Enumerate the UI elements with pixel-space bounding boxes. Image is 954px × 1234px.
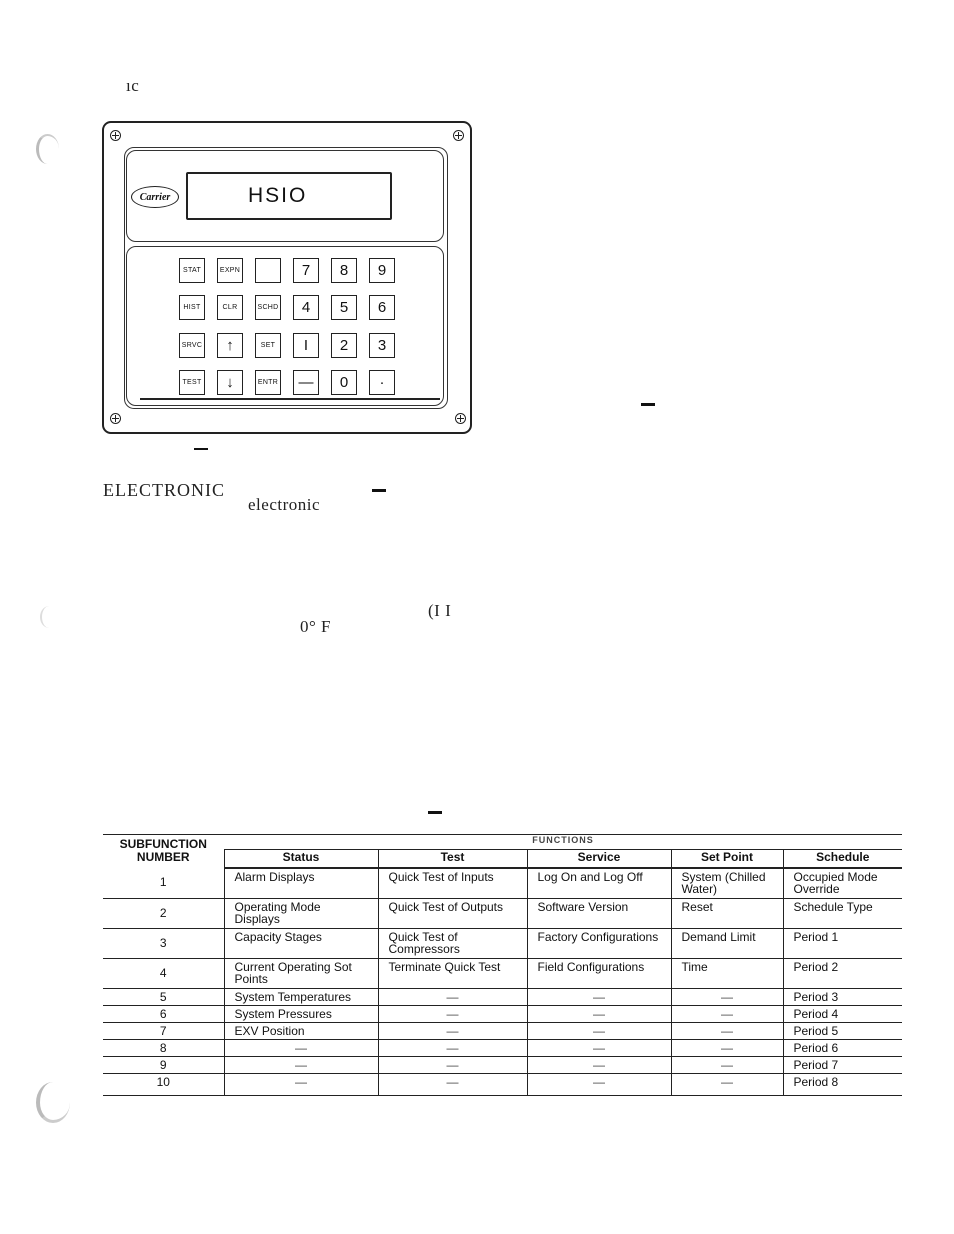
schedule-value: Period 4	[793, 1006, 839, 1021]
key-2-button[interactable]: 2	[331, 333, 357, 358]
key-srvc-button[interactable]: SRVC	[179, 333, 205, 358]
scan-blemish	[40, 606, 58, 628]
subfunction-number-cell	[103, 868, 224, 898]
service-cell	[527, 868, 671, 898]
paren-fragment: (I I	[428, 601, 452, 620]
table-row	[103, 1005, 902, 1022]
key-schd-button[interactable]: SCHD	[255, 295, 281, 320]
subfunction-number-cell	[103, 1039, 224, 1056]
test-value: —	[446, 1057, 459, 1072]
subfunction-number-header: SUBFUNCTION NUMBER	[119, 837, 207, 864]
setpoint-cell	[671, 1005, 783, 1022]
top-text-fragment: ıc	[126, 76, 140, 95]
service-cell	[527, 1039, 671, 1056]
test-value: —	[446, 1023, 459, 1038]
column-header-service: Service	[527, 850, 671, 869]
service-value: Log On and Log Off	[537, 870, 643, 884]
subfunction-number-cell	[103, 958, 224, 988]
functions-header: FUNCTIONS	[532, 835, 594, 845]
service-cell	[527, 958, 671, 988]
schedule-cell	[783, 1073, 902, 1095]
service-cell	[527, 1056, 671, 1073]
service-value: —	[593, 1023, 605, 1038]
subfunction-number: 4	[159, 965, 167, 980]
setpoint-cell	[671, 928, 783, 958]
service-value: —	[593, 1074, 605, 1089]
status-value: Current Operating Sot Points	[234, 959, 352, 986]
subfunction-number-cell	[103, 988, 224, 1005]
schedule-value: Occupied Mode Override	[793, 870, 878, 896]
test-cell	[378, 1039, 527, 1056]
service-cell	[527, 988, 671, 1005]
status-value: EXV Position	[234, 1023, 305, 1038]
setpoint-cell	[671, 1073, 783, 1095]
status-cell	[224, 928, 378, 958]
key-stat-button[interactable]: STAT	[179, 258, 205, 283]
subfunction-number: 3	[159, 935, 167, 950]
key-entr-button[interactable]: ENTR	[255, 370, 281, 395]
column-header-set-point: Set Point	[671, 850, 783, 869]
test-cell	[378, 928, 527, 958]
service-cell	[527, 1022, 671, 1039]
service-value: —	[593, 1040, 605, 1055]
subfunction-number-cell	[103, 1056, 224, 1073]
service-value: —	[593, 989, 605, 1004]
key-test-button[interactable]: TEST	[179, 370, 205, 395]
setpoint-value: —	[721, 989, 733, 1004]
scan-blemish	[36, 134, 59, 164]
schedule-cell	[783, 928, 902, 958]
status-cell	[224, 988, 378, 1005]
setpoint-value: —	[721, 1006, 733, 1021]
schedule-cell	[783, 1056, 902, 1073]
schedule-value: Period 2	[793, 959, 839, 974]
schedule-value: Period 6	[793, 1040, 839, 1055]
key-3-button[interactable]: 3	[369, 333, 395, 358]
schedule-cell	[783, 868, 902, 898]
status-value: —	[295, 1057, 307, 1072]
degree-fragment: 0° F	[300, 617, 332, 636]
dash-mark	[372, 489, 386, 492]
schedule-value: Period 3	[793, 989, 839, 1004]
schedule-cell	[783, 898, 902, 928]
service-cell	[527, 928, 671, 958]
panel-bottom-rule	[140, 398, 440, 400]
key-9-button[interactable]: 9	[369, 258, 395, 283]
column-header-schedule: Schedule	[783, 850, 902, 869]
table-row	[103, 898, 902, 928]
setpoint-cell	[671, 1022, 783, 1039]
subfunction-number-cell	[103, 1073, 224, 1095]
status-value: Alarm Displays	[234, 870, 315, 884]
status-cell	[224, 1039, 378, 1056]
key-down-arrow-button[interactable]: ↓	[217, 370, 243, 395]
subfunction-number-cell	[103, 1005, 224, 1022]
service-value: —	[593, 1006, 605, 1021]
service-value: Factory Configurations	[537, 929, 659, 944]
setpoint-value: Time	[681, 959, 708, 974]
setpoint-value: Reset	[681, 899, 713, 914]
electronic-heading-fragment: ELECTRONIC	[103, 480, 225, 500]
test-cell	[378, 1056, 527, 1073]
key-up-arrow-button[interactable]: ↑	[217, 333, 243, 358]
service-cell	[527, 898, 671, 928]
setpoint-cell	[671, 1056, 783, 1073]
key-5-button[interactable]: 5	[331, 295, 357, 320]
subfunction-number: 7	[159, 1023, 167, 1038]
status-cell	[224, 1056, 378, 1073]
test-value: —	[446, 1006, 459, 1021]
electronic-word-fragment: electronic	[248, 495, 321, 514]
table-row	[103, 1022, 902, 1039]
dash-mark	[428, 811, 442, 814]
schedule-cell	[783, 1022, 902, 1039]
schedule-value: Period 7	[793, 1057, 839, 1072]
scan-blemish	[36, 1082, 70, 1123]
setpoint-cell	[671, 1039, 783, 1056]
status-cell	[224, 958, 378, 988]
status-value: —	[295, 1040, 307, 1055]
setpoint-value: —	[721, 1023, 733, 1038]
subfunction-number: 2	[159, 905, 167, 920]
service-cell	[527, 1073, 671, 1095]
lcd-display-text: HSIO	[248, 184, 308, 207]
setpoint-cell	[671, 988, 783, 1005]
dash-mark	[641, 403, 655, 406]
setpoint-value: —	[721, 1040, 733, 1055]
subfunction-number: 5	[159, 989, 167, 1004]
table-row	[103, 1073, 902, 1095]
status-cell	[224, 1073, 378, 1095]
test-value: —	[446, 989, 459, 1004]
status-cell	[224, 1005, 378, 1022]
key-expn-button[interactable]: EXPN	[217, 258, 243, 283]
key-blank-button[interactable]	[255, 258, 281, 283]
test-cell	[378, 898, 527, 928]
subfunction-number-cell	[103, 1022, 224, 1039]
schedule-cell	[783, 1039, 902, 1056]
column-header-status: Status	[224, 850, 378, 869]
column-header-test: Test	[378, 850, 527, 869]
key-i-button[interactable]: I	[293, 333, 319, 358]
key-clr-button[interactable]: CLR	[217, 295, 243, 320]
key-4-button[interactable]: 4	[293, 295, 319, 320]
table-row	[103, 1056, 902, 1073]
schedule-value: Schedule Type	[793, 899, 873, 914]
key-0-button[interactable]: 0	[331, 370, 357, 395]
subfunction-number: 10	[156, 1074, 170, 1089]
subfunction-number: 6	[159, 1006, 167, 1021]
schedule-cell	[783, 988, 902, 1005]
test-cell	[378, 868, 527, 898]
test-value: Quick Test of Inputs	[388, 870, 494, 884]
table-row	[103, 928, 902, 958]
service-cell	[527, 1005, 671, 1022]
subfunction-number-cell	[103, 898, 224, 928]
test-value: Terminate Quick Test	[388, 959, 501, 974]
status-value: Operating Mode Displays	[234, 899, 321, 926]
test-value: —	[446, 1074, 459, 1089]
schedule-value: Period 5	[793, 1023, 839, 1038]
service-value: —	[593, 1057, 605, 1072]
key-7-button[interactable]: 7	[293, 258, 319, 283]
status-cell	[224, 1022, 378, 1039]
setpoint-value: —	[721, 1074, 733, 1089]
carrier-logo: Carrier	[131, 186, 179, 208]
key-set-button[interactable]: SET	[255, 333, 281, 358]
screw-icon	[110, 130, 121, 141]
test-cell	[378, 988, 527, 1005]
key-8-button[interactable]: 8	[331, 258, 357, 283]
table-row	[103, 988, 902, 1005]
test-cell	[378, 1022, 527, 1039]
table-row	[103, 958, 902, 988]
setpoint-cell	[671, 868, 783, 898]
subfunction-number: 1	[159, 875, 167, 889]
schedule-value: Period 8	[793, 1074, 839, 1089]
functions-table	[103, 834, 902, 1096]
screw-icon	[110, 413, 121, 424]
table-row	[103, 1039, 902, 1056]
service-value: Field Configurations	[537, 959, 645, 974]
test-value: Quick Test of Outputs	[388, 899, 503, 914]
schedule-cell	[783, 958, 902, 988]
subfunction-number: 8	[159, 1040, 167, 1055]
schedule-value: Period 1	[793, 929, 839, 944]
test-cell	[378, 1005, 527, 1022]
setpoint-value: —	[721, 1057, 733, 1072]
subfunction-number: 9	[159, 1057, 167, 1072]
setpoint-cell	[671, 898, 783, 928]
setpoint-cell	[671, 958, 783, 988]
screw-icon	[455, 413, 466, 424]
screw-icon	[453, 130, 464, 141]
test-value: —	[446, 1040, 459, 1055]
test-cell	[378, 1073, 527, 1095]
test-cell	[378, 958, 527, 988]
status-cell	[224, 868, 378, 898]
status-value: System Pressures	[234, 1006, 332, 1021]
service-value: Software Version	[537, 899, 629, 914]
table-row	[103, 868, 902, 898]
subfunction-number-cell	[103, 928, 224, 958]
key-6-button[interactable]: 6	[369, 295, 395, 320]
status-value: Capacity Stages	[234, 929, 322, 944]
test-value: Quick Test of Compressors	[388, 929, 460, 956]
status-cell	[224, 898, 378, 928]
status-value: —	[295, 1074, 307, 1089]
key-decimal-button[interactable]: ·	[369, 370, 395, 395]
dash-mark	[194, 448, 208, 450]
setpoint-value: Demand Limit	[681, 929, 756, 944]
schedule-cell	[783, 1005, 902, 1022]
key-minus-button[interactable]: —	[293, 370, 319, 395]
status-value: System Temperatures	[234, 989, 351, 1004]
setpoint-value: System (Chilled Water)	[681, 870, 766, 896]
keypad-bezel	[126, 246, 444, 406]
key-hist-button[interactable]: HIST	[179, 295, 205, 320]
